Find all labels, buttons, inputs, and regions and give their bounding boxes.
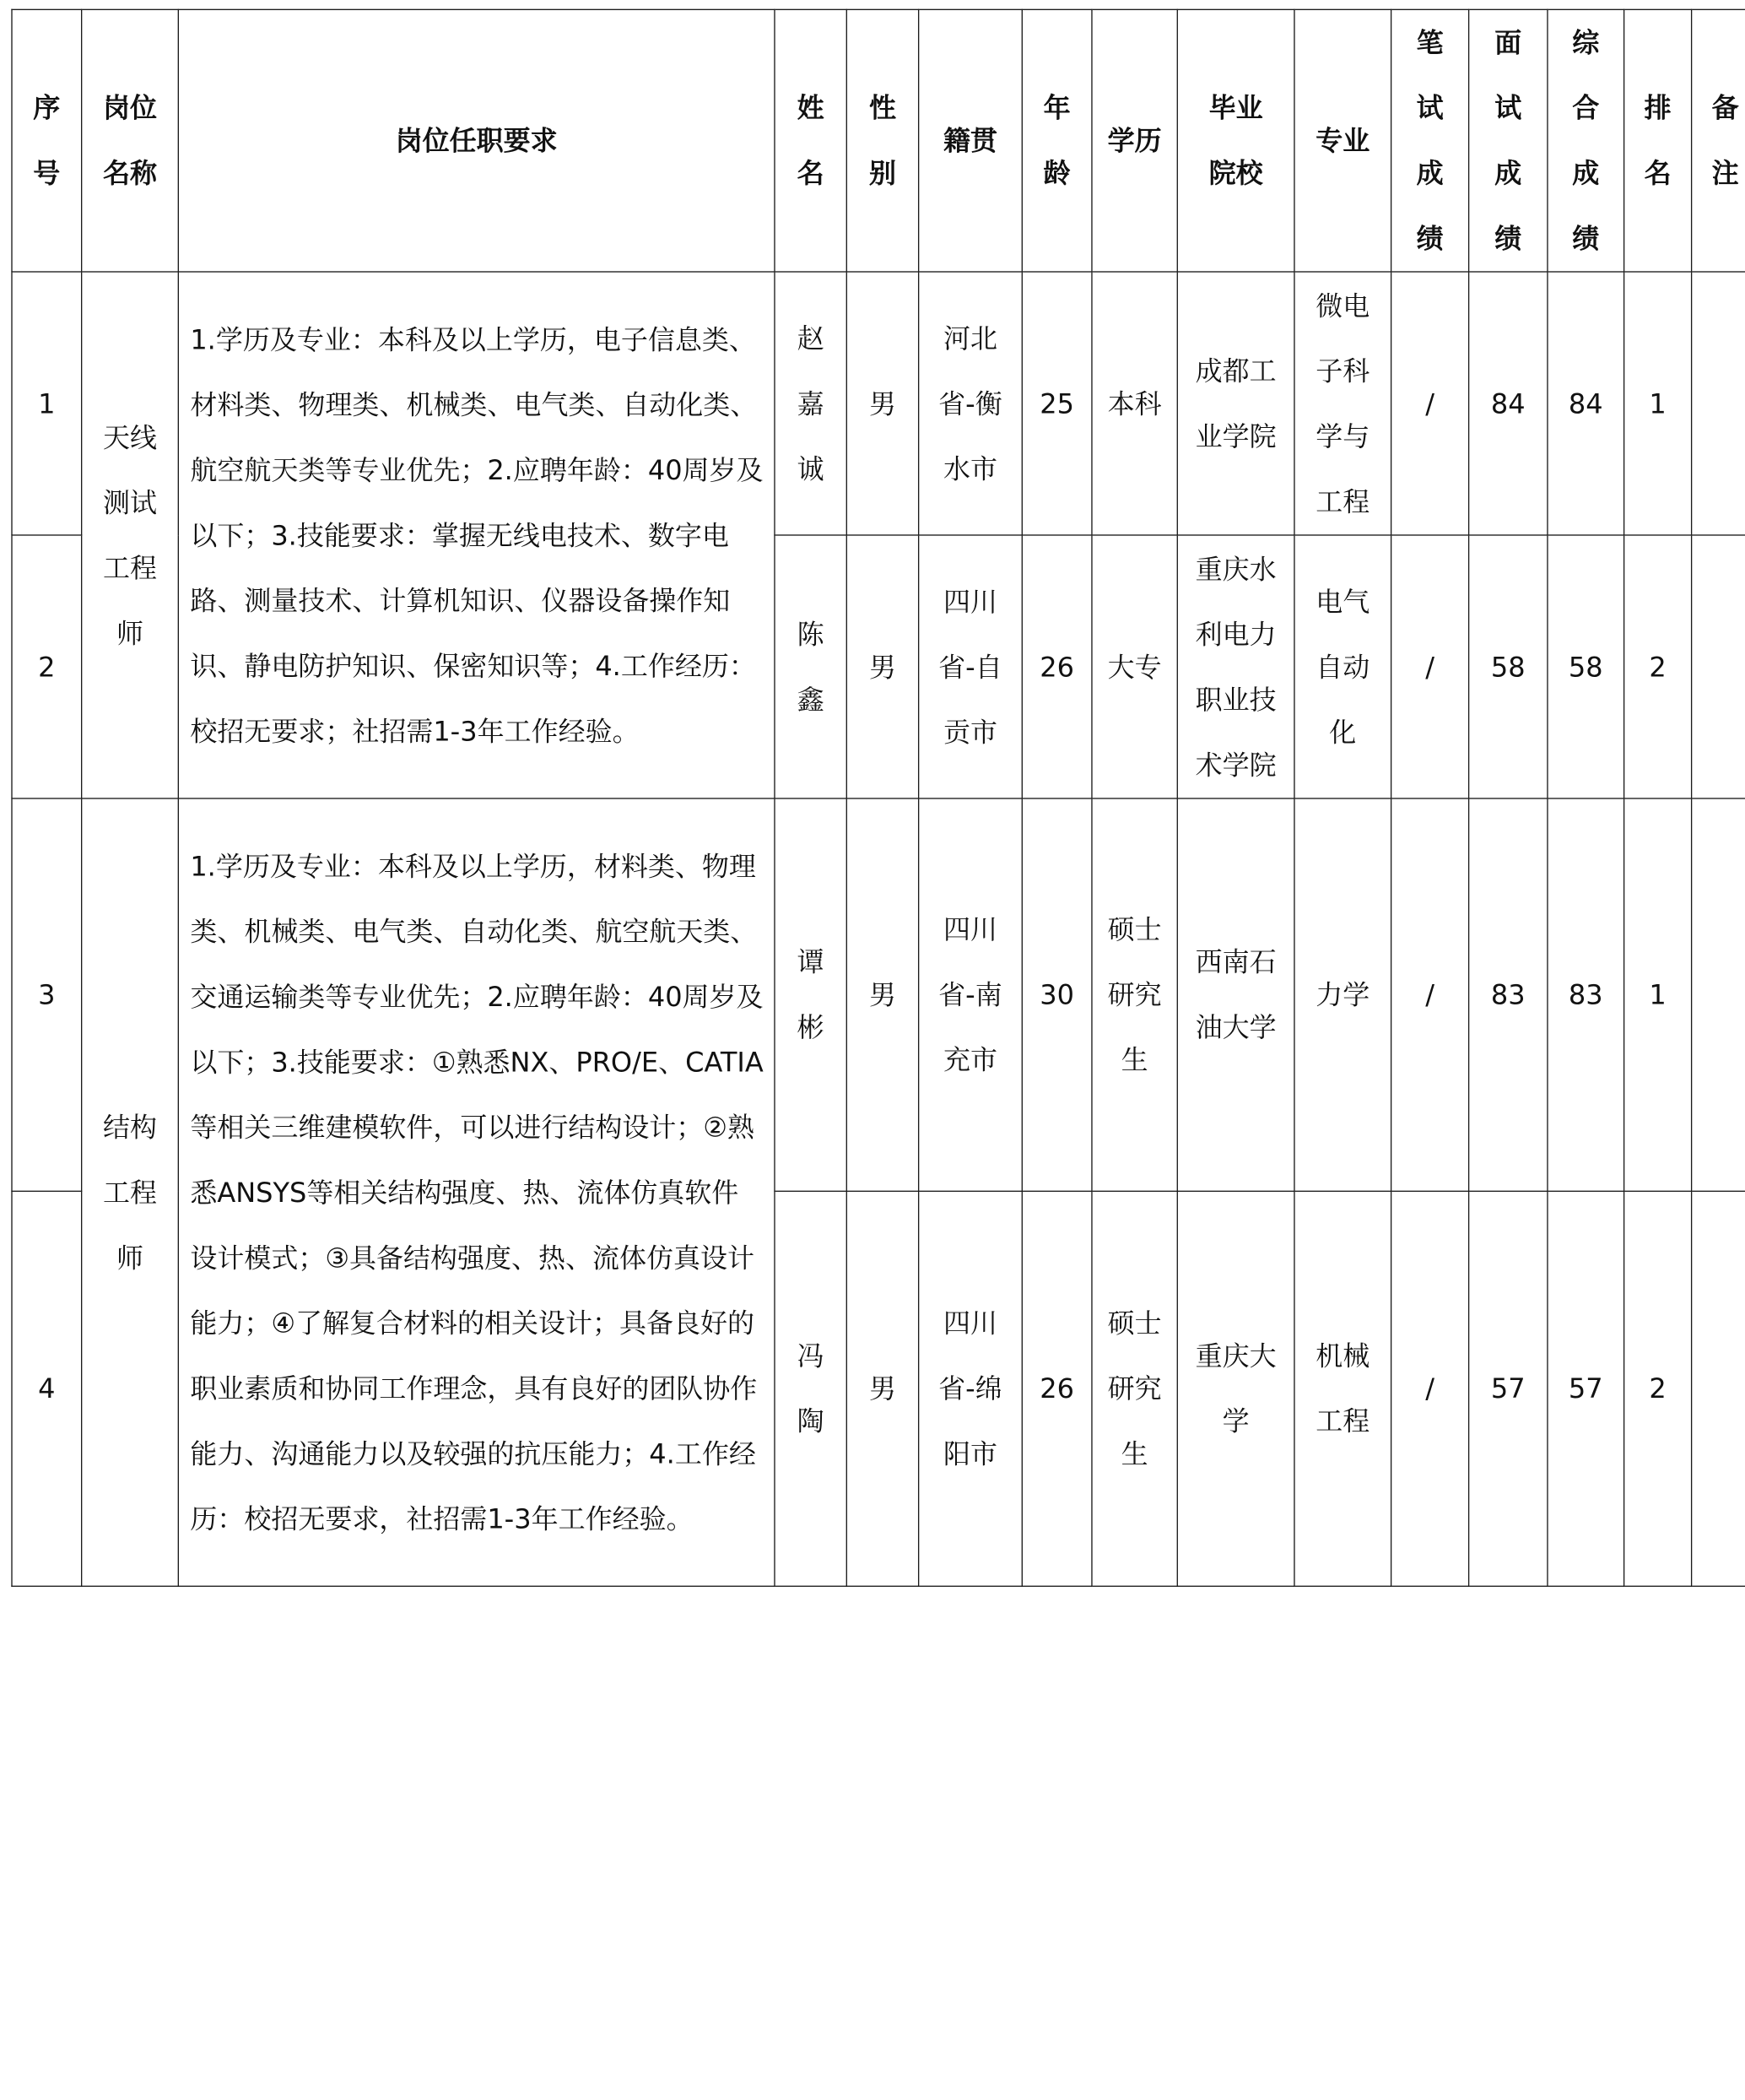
cell-written-score: / xyxy=(1391,798,1469,1191)
cell-position: 天线测试工程师 xyxy=(82,272,179,798)
header-origin: 籍贯 xyxy=(919,9,1023,272)
cell-interview-score: 58 xyxy=(1469,535,1548,798)
cell-total-score: 83 xyxy=(1548,798,1624,1191)
cell-total-score: 57 xyxy=(1548,1191,1624,1586)
cell-education: 本科 xyxy=(1092,272,1177,535)
header-total-score: 综合成绩 xyxy=(1548,9,1624,272)
cell-origin: 四川省-绵阳市 xyxy=(919,1191,1023,1586)
cell-seq: 3 xyxy=(12,798,82,1191)
cell-origin: 河北省-衡水市 xyxy=(919,272,1023,535)
cell-total-score: 58 xyxy=(1548,535,1624,798)
cell-written-score: / xyxy=(1391,535,1469,798)
cell-rank: 2 xyxy=(1624,535,1692,798)
cell-name: 谭彬 xyxy=(775,798,846,1191)
cell-written-score: / xyxy=(1391,1191,1469,1586)
cell-requirements: 1.学历及专业：本科及以上学历，电子信息类、材料类、物理类、机械类、电气类、自动化类、航空航天类等专业优先；2.应聘年龄：40周岁及以下；3.技能要求：掌握无线电技术、数字电路、测量技术、计算机知识、仪器设备操作知识、静电防护知识、保密知识等；4.工作经历：校招无要求；社招需1-3年工作经验。 xyxy=(178,272,775,798)
cell-gender: 男 xyxy=(846,535,918,798)
cell-rank: 1 xyxy=(1624,272,1692,535)
cell-interview-score: 84 xyxy=(1469,272,1548,535)
header-row xyxy=(12,9,1745,272)
cell-gender: 男 xyxy=(846,798,918,1191)
cell-interview-score: 83 xyxy=(1469,798,1548,1191)
cell-remarks xyxy=(1692,535,1745,798)
header-name: 姓名 xyxy=(775,9,846,272)
cell-remarks xyxy=(1692,272,1745,535)
cell-remarks xyxy=(1692,798,1745,1191)
cell-major: 微电子科学与工程 xyxy=(1294,272,1391,535)
cell-rank: 1 xyxy=(1624,798,1692,1191)
cell-origin: 四川省-自贡市 xyxy=(919,535,1023,798)
header-gender: 性别 xyxy=(846,9,918,272)
cell-name: 赵嘉诚 xyxy=(775,272,846,535)
recruitment-results-table xyxy=(11,9,1745,1587)
cell-major: 电气自动化 xyxy=(1294,535,1391,798)
header-requirements: 岗位任职要求 xyxy=(178,9,775,272)
header-major: 专业 xyxy=(1294,9,1391,272)
header-rank: 排名 xyxy=(1624,9,1692,272)
cell-position: 结构工程师 xyxy=(82,798,179,1586)
header-position: 岗位名称 xyxy=(82,9,179,272)
header-school: 毕业院校 xyxy=(1177,9,1294,272)
cell-origin: 四川省-南充市 xyxy=(919,798,1023,1191)
header-education: 学历 xyxy=(1092,9,1177,272)
header-remarks: 备注 xyxy=(1692,9,1745,272)
header-age: 年龄 xyxy=(1022,9,1092,272)
cell-age: 26 xyxy=(1022,1191,1092,1586)
table-row xyxy=(12,272,1745,535)
cell-education: 大专 xyxy=(1092,535,1177,798)
cell-school: 重庆大学 xyxy=(1177,1191,1294,1586)
table-row xyxy=(12,798,1745,1191)
cell-rank: 2 xyxy=(1624,1191,1692,1586)
cell-name: 陈鑫 xyxy=(775,535,846,798)
cell-school: 西南石油大学 xyxy=(1177,798,1294,1191)
cell-seq: 1 xyxy=(12,272,82,535)
header-written-score: 笔试成绩 xyxy=(1391,9,1469,272)
cell-requirements: 1.学历及专业：本科及以上学历，材料类、物理类、机械类、电气类、自动化类、航空航天类、交通运输类等专业优先；2.应聘年龄：40周岁及以下；3.技能要求：①熟悉NX、PRO/E、CATIA等相关三维建模软件，可以进行结构设计；②熟悉ANSYS等相关结构强度、热、流体仿真软件设计模式；③具备结构强度、热、流体仿真设计能力；④了解复合材料的相关设计；具备良好的职业素质和协同工作理念，具有良好的团队协作能力、沟通能力以及较强的抗压能力；4.工作经历：校招无要求，社招需1-3年工作经验。 xyxy=(178,798,775,1586)
cell-seq: 2 xyxy=(12,535,82,798)
cell-major: 机械工程 xyxy=(1294,1191,1391,1586)
cell-education: 硕士研究生 xyxy=(1092,1191,1177,1586)
cell-gender: 男 xyxy=(846,1191,918,1586)
header-seq: 序号 xyxy=(12,9,82,272)
cell-school: 成都工业学院 xyxy=(1177,272,1294,535)
cell-gender: 男 xyxy=(846,272,918,535)
cell-name: 冯陶 xyxy=(775,1191,846,1586)
cell-written-score: / xyxy=(1391,272,1469,535)
cell-seq: 4 xyxy=(12,1191,82,1586)
cell-major: 力学 xyxy=(1294,798,1391,1191)
cell-age: 25 xyxy=(1022,272,1092,535)
cell-age: 30 xyxy=(1022,798,1092,1191)
cell-education: 硕士研究生 xyxy=(1092,798,1177,1191)
cell-interview-score: 57 xyxy=(1469,1191,1548,1586)
cell-school: 重庆水利电力职业技术学院 xyxy=(1177,535,1294,798)
header-interview-score: 面试成绩 xyxy=(1469,9,1548,272)
cell-age: 26 xyxy=(1022,535,1092,798)
cell-remarks xyxy=(1692,1191,1745,1586)
cell-total-score: 84 xyxy=(1548,272,1624,535)
